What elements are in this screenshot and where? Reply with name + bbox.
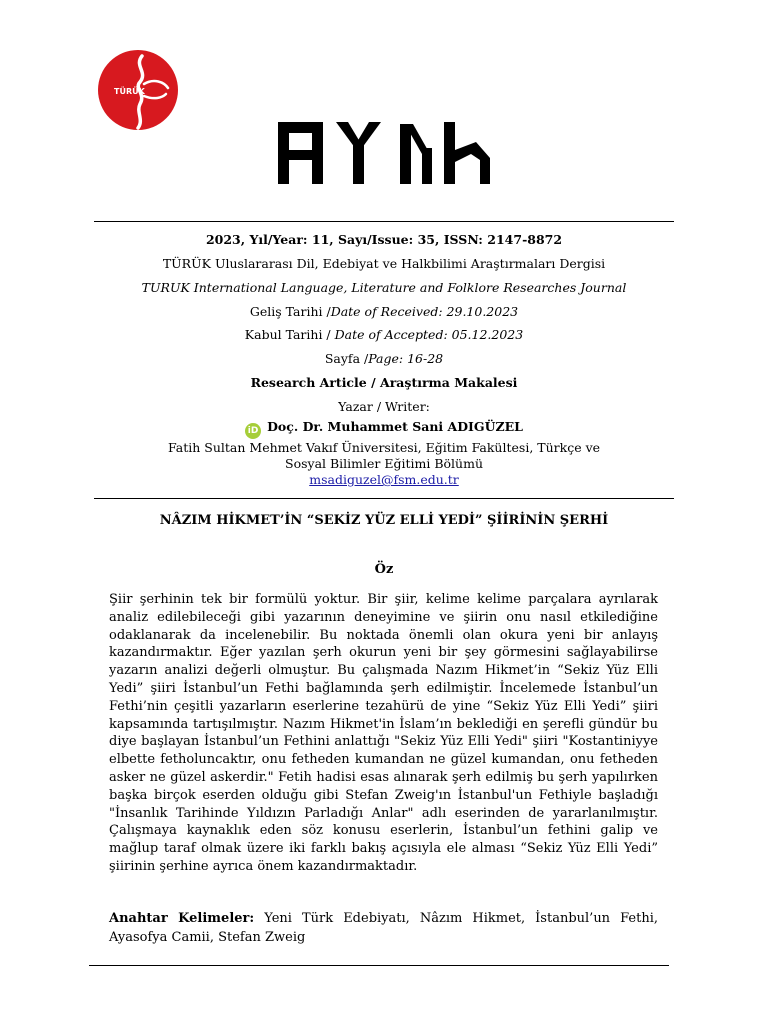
accepted-label: Kabul Tarihi / [244,327,331,342]
page-label: Sayfa / [324,351,369,366]
author-name: Doç. Dr. Muhammet Sani ADIGÜZEL [267,419,523,434]
received-date [0,304,768,320]
affiliation-line-1: Fatih Sultan Mehmet Vakıf Üniversitesi, Eğitim Fakültesi, Türkçe ve [167,440,601,455]
email-line [0,472,768,488]
journal-title-en: TURUK International Language, Literature and Folklore Researches Journal [141,280,627,295]
top-rule [94,221,674,222]
issue-line: 2023, Yıl/Year: 11, Sayı/Issue: 35, ISSN: 2147-8872 [205,232,563,247]
received-label: Geliş Tarihi / [249,304,331,319]
masthead-glyph-3 [400,124,432,184]
middle-rule [94,498,674,499]
orcid-icon[interactable]: iD [245,423,261,439]
abstract-heading: Öz [374,562,394,577]
keywords-paragraph [109,910,658,947]
keywords-text: Yeni Türk Edebiyatı, Nâzım Hikmet, İstanbul’un Fethi, Ayasofya Camii, Stefan Zweig [109,911,659,945]
affiliation-line-2: Sosyal Bilimler Eğitimi Bölümü [285,456,483,471]
logo-text: TÜRÜK [114,87,145,96]
accepted-value: Date of Accepted: 05.12.2023 [330,327,524,342]
received-value: Date of Received: 29.10.2023 [330,304,519,319]
article-title: NÂZIM HİKMET’İN “SEKİZ YÜZ ELLİ YEDİ” ŞİİRİNİN ŞERHİ [159,513,609,528]
accepted-date [0,327,768,343]
writer-label: Yazar / Writer: [338,399,430,414]
abstract-text: Şiir şerhinin tek bir formülü yoktur. Bir şiir, kelime kelime parçalara ayrılarak analiz edilebileceği gibi yazarının deneyimine ve şiirin onu nasıl etkilediğine odaklanarak da incelenebilir. Bu noktada önemli olan okura yeni bir anlayış kazandırmaktır. Eğer yazılan şerh okurun yeni bir şey görmesini sağlayabilirse yazarın analizi değerli olmuştur. Bu çalışmada Nazım Hikmet’in “Sekiz Yüz Elli Yedi” şiiri İstanbul’un Fethi bağlamında şerh edilmiştir. İncelemede İstanbul’un Fethi’nin çeşitli yazarların eserlerine tezahürü de yine “Sekiz Yüz Elli Yedi” şiiri kapsamında tartışılmıştır. Nazım Hikmet'in İslam’ın beklediği en şerefli gündür bu diye başlayan İstanbul’un Fethini anlattığı "Sekiz Yüz Elli Yedi" şiiri "Kostantiniyye elbette fetholuncaktır, onu fetheden kumandan ne güzel kumandan, onu fetheden asker ne güzel askerdir." Fetih hadisi esas alınarak şerh edilmiş bu şerh yapılırken başka birçok eserden olduğu gibi Stefan Zweig'ın İstanbul'un Fethiyle başladığı "İnsanlık Tarihinde Yıldızın Parladığı Anlar" adlı eserinden de yararlanılmıştır. Çalışmaya kaynaklık eden söz konusu eserlerin, İstanbul’un fethini galip ve mağlup taraf olmak üzere iki farklı bakış açısıyla ele alması “Sekiz Yüz Elli Yedi” şiirinin şerhine ayrıca önem kazandırmaktadır. [109,592,658,874]
masthead-glyph-1 [278,122,323,184]
page-range [0,351,768,367]
author-line [0,419,768,439]
journal-logo [94,48,182,132]
bottom-rule [89,965,669,966]
masthead-glyph-4 [444,122,490,184]
author-email-link[interactable]: msadiguzel@fsm.edu.tr [309,472,459,487]
journal-title-tr: TÜRÜK Uluslararası Dil, Edebiyat ve Halkbilimi Araştırmaları Dergisi [162,256,606,271]
page-value: Page: 16-28 [368,351,444,366]
masthead-glyph-2 [336,122,381,184]
article-type: Research Article / Araştırma Makalesi [250,375,518,390]
masthead-wordmark [276,118,492,188]
keywords-label: Anahtar Kelimeler: [109,911,255,926]
